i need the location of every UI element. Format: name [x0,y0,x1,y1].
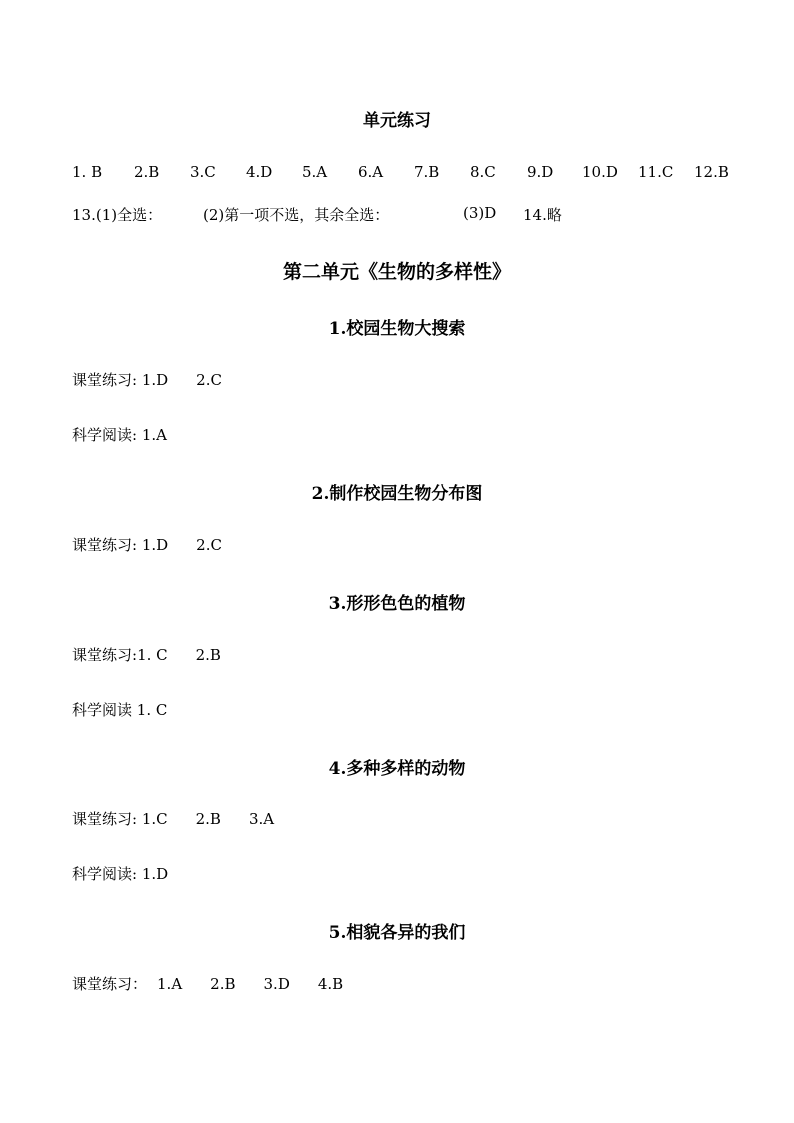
reading-label: 科学阅读: [72,426,142,444]
answer-10: 10.D [582,163,618,181]
answer: 1.C [141,810,168,828]
answer: 2.B [195,810,221,828]
classwork-label: 课堂练习： [72,975,148,993]
answer-3: 3.C [190,163,216,181]
lesson-3-title: 3.形形色色的植物 [328,594,466,614]
lesson-1-classwork [72,369,222,390]
reading-label: 科学阅读 [72,701,137,719]
answer: 1. C [137,646,168,664]
answer-4: 4.D [246,163,273,181]
lesson-3-classwork [72,644,221,665]
answer-6: 6.A [358,163,384,181]
lesson-5-title: 5.相貌各异的我们 [328,923,466,943]
lesson-1-title: 1.校园生物大搜索 [328,319,466,339]
answer: 2.C [196,371,222,389]
answer: 4.B [317,975,344,993]
answer-13-part3: (3)D [463,204,497,222]
lesson-3-reading [72,699,167,720]
lesson-4-title: 4.多种多样的动物 [328,759,466,779]
classwork-label: 课堂练习: [72,536,142,554]
unit-review-title: 单元练习 [363,111,431,131]
answer-9: 9.D [527,163,554,181]
answer: 1.D [141,371,169,389]
answer: 2.C [196,536,222,554]
lesson-5-classwork [72,973,343,994]
lesson-2-title: 2.制作校园生物分布图 [311,484,483,504]
answer-8: 8.C [470,163,496,181]
answer-13-part2: (2)第一项不选，其余全选： [203,206,390,224]
answer: 3.A [248,810,275,828]
classwork-label: 课堂练习: [72,646,138,664]
lesson-4-classwork [72,808,274,829]
answer-5: 5.A [302,163,328,181]
answer: 1.A [157,975,183,993]
answer-11: 11.C [638,163,674,181]
answer: 2.B [195,646,221,664]
lesson-4-reading [72,863,168,884]
answer-13-part1: 13.(1)全选： [72,206,163,224]
reading-label: 科学阅读: [72,865,142,883]
answer-14: 14.略 [523,206,562,224]
classwork-label: 课堂练习: [72,810,142,828]
answer-7: 7.B [414,163,440,181]
answer: 1.D [141,536,169,554]
answer-1: 1. B [72,163,103,181]
classwork-label: 课堂练习: [72,371,142,389]
lesson-2-classwork [72,534,222,555]
answer: 2.B [210,975,236,993]
answer: 3.D [263,975,290,993]
lesson-1-reading [72,424,167,445]
answer: 1.D [141,865,169,883]
answer: 1. C [136,701,168,719]
answer: 1.A [141,426,167,444]
answer-2: 2.B [134,163,160,181]
answer-12: 12.B [694,163,729,181]
unit2-title: 第二单元《生物的多样性》 [282,261,511,283]
